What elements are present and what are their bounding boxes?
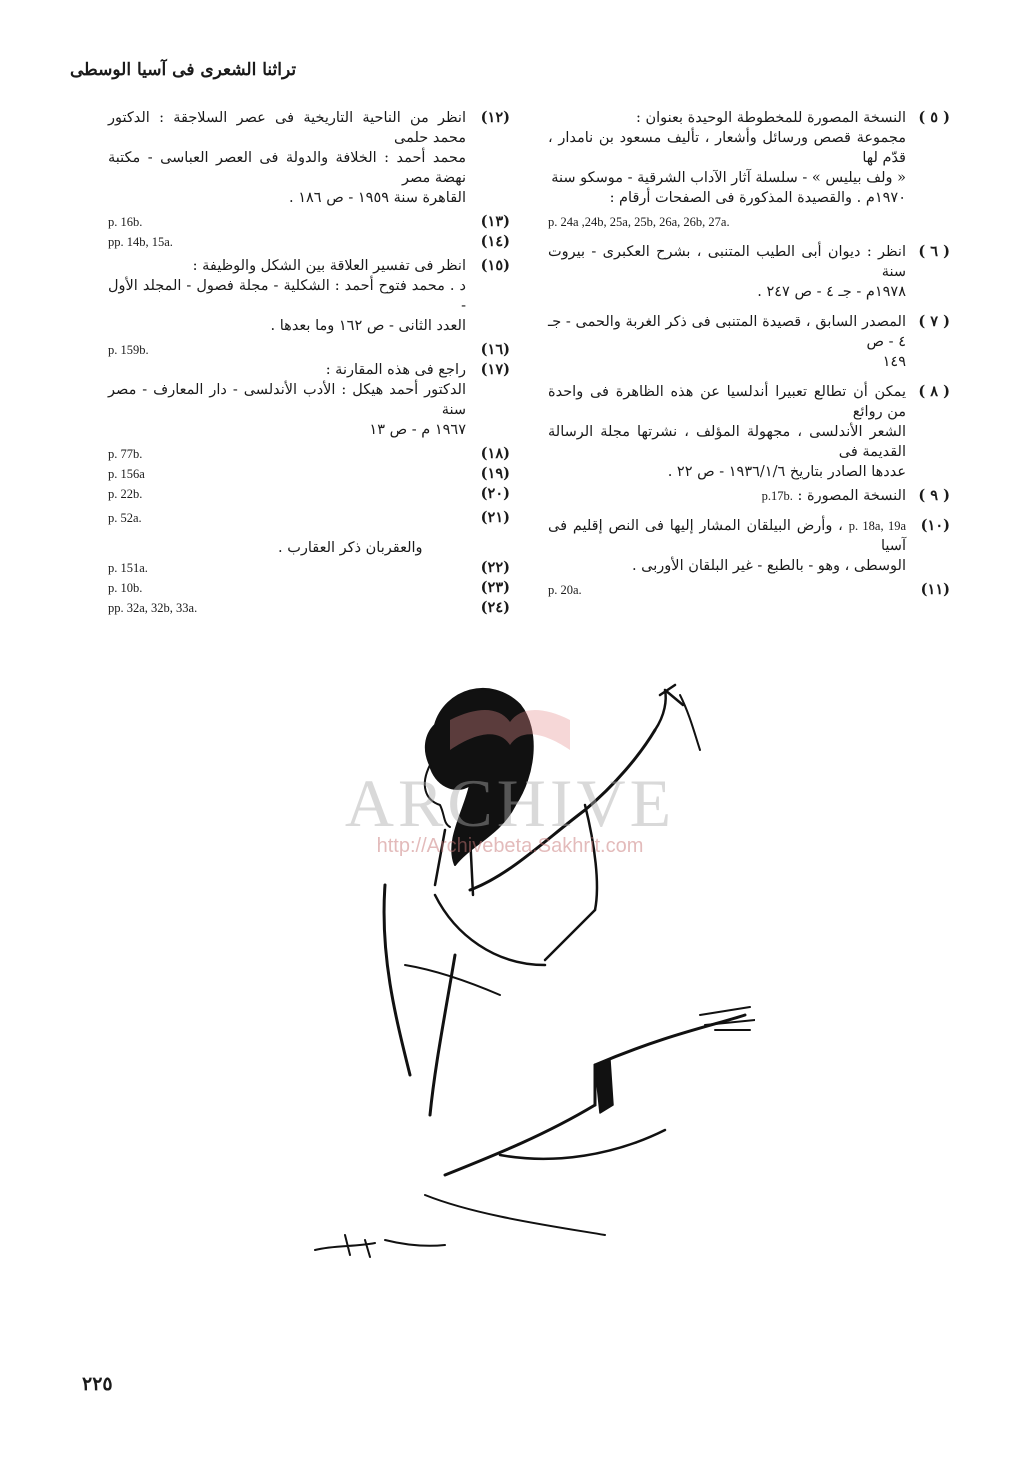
footnote-number: ( ٥ ) — [918, 109, 950, 126]
footnote-text: محمد أحمد : الخلافة والدولة فى العصر العباسى - مكتبة نهضة مصر — [108, 150, 466, 186]
footnote-23 — [108, 578, 510, 598]
footnote-text: انظر : ديوان أبى الطيب المتنبى ، بشرح العكبرى - بيروت سنة — [548, 244, 906, 280]
page-number: ٢٢٥ — [82, 1373, 113, 1395]
folio-reference: p. 18a, 19a — [848, 519, 907, 533]
footnote-text: ١٩٧٨م - جـ ٤ - ص ٢٤٧ . — [757, 284, 906, 300]
footnote-18 — [108, 444, 510, 464]
footnote-number: (١٢) — [480, 109, 510, 126]
footnote-22 — [108, 538, 510, 558]
footnote-17 — [108, 360, 510, 440]
footnote-number: (١٥) — [480, 257, 510, 274]
footnote-number: (١٩) — [480, 465, 510, 482]
footnote-text: النسخة المصورة : — [797, 488, 906, 504]
footnote-text: الدكتور أحمد هيكل : الأدب الأندلسى - دار المعارف - مصر سنة — [108, 382, 466, 418]
folio-reference: p. 151a. — [108, 561, 148, 575]
folio-reference: p. 77b. — [108, 447, 143, 461]
watermark-title: ARCHIVE — [344, 765, 676, 841]
footnote-text: المصدر السابق ، قصيدة المتنبى فى ذكر الغربة والحمى - جـ ٤ - ص — [548, 314, 906, 350]
footnote-number: ( ٨ ) — [918, 383, 950, 400]
notes-column-right — [548, 108, 950, 600]
footnote-text: انظر من الناحية التاريخية فى عصر السلاجقة : الدكتور محمد حلمى — [108, 110, 466, 146]
footnote-number: ( ٧ ) — [918, 313, 950, 330]
notes-column-left — [108, 108, 510, 618]
folio-reference: p. 52a. — [108, 511, 142, 525]
footnote-11 — [548, 580, 950, 600]
footnote-text: د . محمد فتوح أحمد : الشكلية - مجلة فصول - المجلد الأول - — [108, 278, 466, 314]
footnote-14 — [108, 232, 510, 252]
watermark-url: http://Archivebeta.Sakhrit.com — [376, 835, 644, 857]
footnote-13 — [108, 212, 510, 232]
footnote-text: ، وأرض البيلقان المشار إليها فى النص إقليم فى آسيا — [548, 518, 906, 554]
footnote-text: يمكن أن تطالع تعبيرا أندلسيا عن هذه الظاهرة فى واحدة من روائع — [548, 384, 906, 420]
footnote-number: (١٠) — [920, 517, 950, 534]
folio-reference: pp. 14b, 15a. — [108, 235, 173, 249]
footnote-20 — [108, 484, 510, 504]
footnote-number: (١١) — [920, 581, 950, 598]
folio-reference: p.17b. — [761, 489, 793, 503]
footnote-number: ( ٩ ) — [918, 487, 950, 504]
footnote-text: مجموعة قصص ورسائل وأشعار ، تأليف مسعود بن نامدار ، قدّم لها — [548, 130, 906, 166]
footnote-15 — [108, 256, 510, 336]
folio-reference: p. 159b. — [108, 343, 149, 357]
footnote-text: ١٤٩ — [882, 354, 906, 370]
folio-reference: p. 20a. — [548, 583, 582, 597]
footnote-text: عددها الصادر بتاريخ ١٩٣٦/١/٦ - ص ٢٢ . — [667, 464, 906, 480]
footnote-text: القاهرة سنة ١٩٥٩ - ص ١٨٦ . — [289, 190, 466, 206]
footnote-text: العدد الثانى - ص ١٦٢ وما بعدها . — [270, 318, 466, 334]
footnote-7 — [548, 312, 950, 372]
footnote-number: (١٣) — [480, 213, 510, 230]
footnote-10 — [548, 516, 950, 576]
footnote-number: (١٤) — [480, 233, 510, 250]
footnote-text: والعقربان ذكر العقارب . — [278, 540, 423, 556]
ink-figure-illustration — [295, 635, 755, 1275]
folio-reference: p. 24a ,24b, 25a, 25b, 26a, 26b, 27a. — [548, 215, 730, 229]
footnote-number: (٢٠) — [480, 485, 510, 502]
footnote-5 — [548, 108, 950, 232]
footnote-19 — [108, 464, 510, 484]
folio-reference: p. 10b. — [108, 581, 143, 595]
footnote-text: راجع فى هذه المقارنة : — [325, 362, 466, 378]
footnote-22-ref — [108, 558, 510, 578]
footnote-text: ١٩٦٧ م - ص ١٣ — [369, 422, 466, 438]
footnote-16 — [108, 340, 510, 360]
footnote-text: ١٩٧٠م . والقصيدة المذكورة فى الصفحات أرقام : — [609, 190, 906, 206]
footnote-text: « ولف بيليس » - سلسلة آثار الآداب الشرقية - موسكو سنة — [551, 170, 906, 186]
folio-reference: pp. 32a, 32b, 33a. — [108, 601, 198, 615]
footnote-24 — [108, 598, 510, 618]
footnote-number: (١٦) — [480, 341, 510, 358]
footnote-12 — [108, 108, 510, 208]
footnote-21 — [108, 508, 510, 528]
folio-reference: p. 16b. — [108, 215, 143, 229]
folio-reference: p. 22b. — [108, 487, 143, 501]
footnote-number: (٢٣) — [480, 579, 510, 596]
footnote-number: (٢١) — [480, 509, 510, 526]
footnote-number: ( ٦ ) — [918, 243, 950, 260]
footnote-text: النسخة المصورة للمخطوطة الوحيدة بعنوان : — [635, 110, 906, 126]
footnote-6 — [548, 242, 950, 302]
footnote-text: الوسطى ، وهو - بالطبع - غير البلقان الأوربى . — [631, 558, 906, 574]
footnote-number: (٢٢) — [480, 559, 510, 576]
footnote-number: (١٨) — [480, 445, 510, 462]
footnote-8 — [548, 382, 950, 482]
footnote-number: (٢٤) — [480, 599, 510, 616]
footnote-text: انظر فى تفسير العلاقة بين الشكل والوظيفة : — [192, 258, 466, 274]
footnote-9 — [548, 486, 950, 506]
folio-reference: p. 156a — [108, 467, 145, 481]
running-header: تراثنا الشعرى فى آسيا الوسطى — [70, 60, 297, 80]
footnote-text: الشعر الأندلسى ، مجهولة المؤلف ، نشرتها مجلة الرسالة القديمة فى — [548, 424, 906, 460]
footnote-number: (١٧) — [480, 361, 510, 378]
